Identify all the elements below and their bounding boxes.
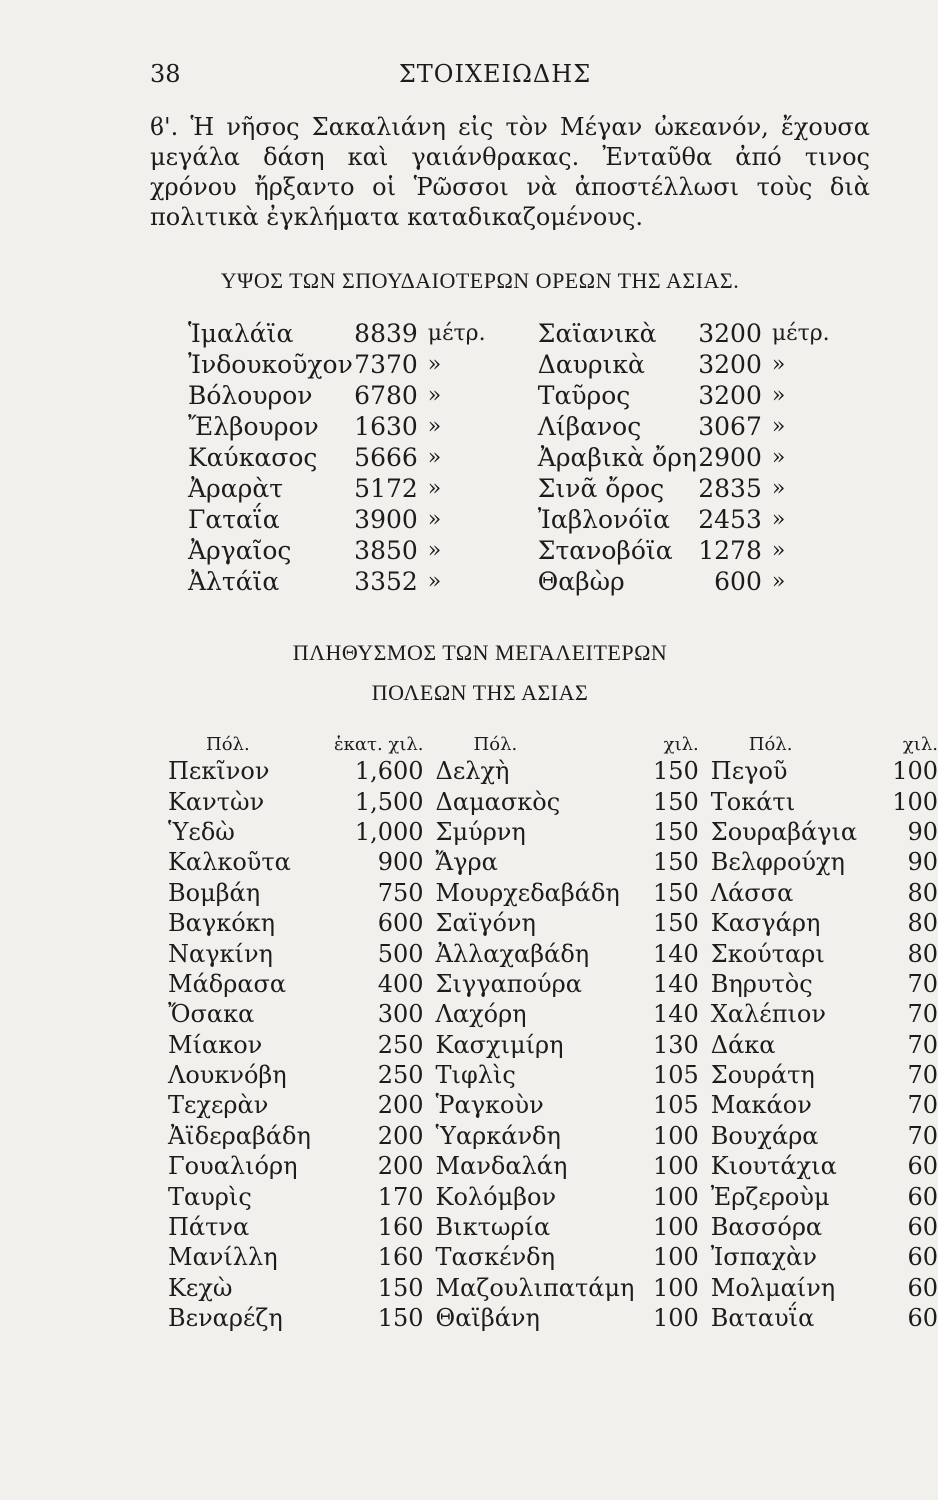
mountain-row xyxy=(188,411,882,442)
city-population: 1,600 xyxy=(354,757,424,786)
mountain-height: 3200 xyxy=(698,319,762,348)
mountain-height: 3200 xyxy=(698,381,762,410)
city-population: 400 xyxy=(377,969,424,998)
city-name: Ὄσακα xyxy=(168,1000,255,1029)
city-name: Κολόμβον xyxy=(435,1182,557,1211)
mountain-name: Θαβὼρ xyxy=(537,567,625,596)
city-name: Σιγγαπούρα xyxy=(435,969,582,998)
city-name: Λαχόρη xyxy=(435,1000,527,1029)
mountain-row xyxy=(188,504,882,535)
city-row xyxy=(168,1151,938,1181)
city-name: Μολμαίνη xyxy=(710,1273,836,1302)
city-name: Βασσόρα xyxy=(710,1213,823,1242)
city-population: 100 xyxy=(652,1304,699,1333)
mountain-height: 3200 xyxy=(698,350,762,379)
city-name: Θαϊβάνη xyxy=(435,1304,540,1333)
city-name: Κασχιμίρη xyxy=(435,1030,564,1059)
city-population: 200 xyxy=(377,1121,424,1150)
city-population: 100 xyxy=(652,1121,699,1150)
running-title: ΣΤΟΙΧΕΙΩΔΗΣ xyxy=(398,60,592,88)
city-row xyxy=(168,1212,938,1242)
city-population: 150 xyxy=(652,757,699,786)
mountain-name: Ἀραβικὰ ὄρη xyxy=(537,443,697,472)
mountain-row xyxy=(188,318,882,349)
cities-column-headers xyxy=(168,732,938,756)
city-name: Δάκα xyxy=(710,1030,776,1059)
cities-heading-line1: ΠΛΗΘΥΣΜΟΣ ΤΩΝ ΜΕΓΑΛΕΙΤΕΡΩΝ xyxy=(292,640,668,665)
city-name: Δελχὴ xyxy=(435,757,510,786)
city-population: 60 xyxy=(907,1182,938,1211)
city-name: Γουαλιόρη xyxy=(168,1152,298,1181)
city-population: 600 xyxy=(377,909,424,938)
column-header-population: χιλ. xyxy=(663,733,699,755)
city-name: Βεναρέζη xyxy=(168,1304,283,1333)
city-population: 80 xyxy=(907,878,938,907)
city-name: Σκούταρι xyxy=(710,939,825,968)
city-name: Κασγάρη xyxy=(710,909,821,938)
city-population: 100 xyxy=(652,1182,699,1211)
city-population: 150 xyxy=(652,817,699,846)
height-unit: μέτρ. xyxy=(427,321,486,346)
city-name: Χαλέπιον xyxy=(710,1000,826,1029)
city-name: Πεγοῦ xyxy=(710,757,788,786)
height-unit: » xyxy=(427,352,442,377)
city-row xyxy=(168,756,938,786)
city-population: 80 xyxy=(907,909,938,938)
height-unit: » xyxy=(771,507,786,532)
city-name: Σαϊγόνη xyxy=(435,909,536,938)
city-row xyxy=(168,1303,938,1333)
city-row xyxy=(168,999,938,1029)
city-population: 160 xyxy=(377,1213,424,1242)
city-population: 160 xyxy=(377,1243,424,1272)
height-unit: » xyxy=(771,383,786,408)
height-unit: » xyxy=(427,569,442,594)
city-name: Ὑαρκάνδη xyxy=(435,1121,561,1150)
mountain-row xyxy=(188,473,882,504)
city-name: Καντὼν xyxy=(168,787,265,816)
mountain-name: Ἀραρὰτ xyxy=(188,474,284,503)
cities-table xyxy=(168,732,938,1333)
city-population: 150 xyxy=(377,1273,424,1302)
mountain-height: 1278 xyxy=(698,536,762,565)
city-name: Ταυρὶς xyxy=(168,1182,252,1211)
city-name: Βαγκόκη xyxy=(168,909,276,938)
city-name: Μουρχεδαβάδη xyxy=(435,878,620,907)
city-name: Ἐρζεροὺμ xyxy=(710,1182,830,1211)
mountain-name: Ἀργαῖος xyxy=(188,536,292,565)
mountain-height: 1630 xyxy=(354,412,418,441)
city-name: Μακάον xyxy=(710,1091,812,1120)
city-population: 500 xyxy=(377,939,424,968)
mountain-height: 8839 xyxy=(354,319,418,348)
height-unit: » xyxy=(427,538,442,563)
city-row xyxy=(168,847,938,877)
column-header-population: ἑκατ. χιλ. xyxy=(333,733,424,755)
city-name: Πεκῖνον xyxy=(168,757,270,786)
city-name: Λάσσα xyxy=(710,878,794,907)
city-population: 60 xyxy=(907,1213,938,1242)
mountain-height: 5666 xyxy=(354,443,418,472)
city-name: Βικτωρία xyxy=(435,1213,551,1242)
city-population: 250 xyxy=(377,1030,424,1059)
mountain-height: 3067 xyxy=(698,412,762,441)
mountain-row xyxy=(188,535,882,566)
city-population: 1,500 xyxy=(354,787,424,816)
city-population: 150 xyxy=(652,878,699,907)
height-unit: » xyxy=(771,352,786,377)
city-name: Βουχάρα xyxy=(710,1121,819,1150)
mountain-height: 600 xyxy=(714,567,762,596)
city-population: 130 xyxy=(652,1030,699,1059)
city-population: 70 xyxy=(907,1000,938,1029)
city-population: 70 xyxy=(907,1030,938,1059)
city-name: Σουράτη xyxy=(710,1061,815,1090)
city-name: Ὑεδὼ xyxy=(168,817,235,846)
city-name: Βαταυΐα xyxy=(710,1304,815,1333)
city-population: 70 xyxy=(907,1091,938,1120)
city-row xyxy=(168,1090,938,1120)
city-row xyxy=(168,878,938,908)
city-population: 100 xyxy=(652,1273,699,1302)
city-name: Δαμασκὸς xyxy=(435,787,561,816)
cities-heading-line2: ΠΟΛΕΩΝ ΤΗΣ ΑΣΙΑΣ xyxy=(371,680,589,705)
mountain-height: 2900 xyxy=(698,443,762,472)
city-population: 170 xyxy=(377,1182,424,1211)
mountain-name: Γαταΐα xyxy=(188,505,280,534)
mountains-heading: ΥΨΟΣ ΤΩΝ ΣΠΟΥΔΑΙΟΤΕΡΩΝ ΟΡΕΩΝ ΤΗΣ ΑΣΙΑΣ. xyxy=(220,268,740,293)
city-population: 140 xyxy=(652,939,699,968)
city-population: 100 xyxy=(652,1243,699,1272)
mountain-name: Στανοβόϊα xyxy=(537,536,673,565)
city-row xyxy=(168,817,938,847)
mountain-height: 3900 xyxy=(354,505,418,534)
city-name: Ῥαγκοὺν xyxy=(435,1091,544,1120)
city-name: Ναγκίνη xyxy=(168,939,273,968)
height-unit: » xyxy=(771,476,786,501)
mountain-name: Ἰαβλονόϊα xyxy=(537,505,670,534)
height-unit: » xyxy=(771,414,786,439)
height-unit: » xyxy=(427,476,442,501)
city-row xyxy=(168,1181,938,1211)
city-name: Βομβάη xyxy=(168,878,261,907)
mountain-height: 3850 xyxy=(354,536,418,565)
height-unit: » xyxy=(427,383,442,408)
height-unit: » xyxy=(771,538,786,563)
city-name: Κεχὼ xyxy=(168,1273,233,1302)
city-population: 90 xyxy=(907,848,938,877)
page-number: 38 xyxy=(150,60,181,88)
mountain-height: 6780 xyxy=(354,381,418,410)
city-population: 140 xyxy=(652,969,699,998)
mountain-height: 3352 xyxy=(354,567,418,596)
city-name: Τοκάτι xyxy=(710,787,796,816)
height-unit: μέτρ. xyxy=(771,321,830,346)
city-name: Πάτνα xyxy=(168,1213,250,1242)
city-population: 80 xyxy=(907,939,938,968)
page-header xyxy=(150,60,840,100)
city-population: 150 xyxy=(652,909,699,938)
city-population: 300 xyxy=(377,1000,424,1029)
city-population: 150 xyxy=(377,1304,424,1333)
column-header-city: Πόλ. xyxy=(206,733,250,755)
city-row xyxy=(168,908,938,938)
city-name: Σμύρνη xyxy=(435,817,526,846)
city-name: Ἀϊδεραβάδη xyxy=(168,1121,311,1150)
city-name: Μανίλλη xyxy=(168,1243,278,1272)
city-population: 100 xyxy=(892,757,938,786)
city-population: 60 xyxy=(907,1304,938,1333)
city-population: 90 xyxy=(907,817,938,846)
city-name: Μάδρασα xyxy=(168,969,287,998)
city-population: 200 xyxy=(377,1091,424,1120)
mountain-row xyxy=(188,380,882,411)
mountain-height: 5172 xyxy=(354,474,418,503)
mountain-name: Σινᾶ ὄρος xyxy=(537,474,665,503)
city-population: 140 xyxy=(652,1000,699,1029)
height-unit: » xyxy=(771,445,786,470)
city-name: Μαζουλιπατάμη xyxy=(435,1273,635,1302)
mountain-name: Σαϊανικὰ xyxy=(537,319,657,348)
column-header-city: Πόλ. xyxy=(748,733,793,755)
mountain-height: 2453 xyxy=(698,505,762,534)
city-population: 100 xyxy=(652,1152,699,1181)
city-name: Τεχερὰν xyxy=(168,1091,269,1120)
city-name: Ἀλλαχαβάδη xyxy=(435,939,590,968)
height-unit: » xyxy=(427,507,442,532)
city-row xyxy=(168,938,938,968)
city-name: Τασκένδη xyxy=(435,1243,555,1272)
height-unit: » xyxy=(771,569,786,594)
column-header-city: Πόλ. xyxy=(473,733,518,755)
city-row xyxy=(168,1121,938,1151)
city-population: 100 xyxy=(892,787,938,816)
mountain-name: Ταῦρος xyxy=(537,381,631,410)
mountain-row xyxy=(188,566,882,597)
city-population: 900 xyxy=(377,848,424,877)
height-unit: » xyxy=(427,414,442,439)
city-population: 60 xyxy=(907,1152,938,1181)
mountain-name: Ἀλτάϊα xyxy=(188,567,280,596)
mountain-name: Καύκασος xyxy=(188,443,318,472)
mountain-row xyxy=(188,349,882,380)
mountain-height: 7370 xyxy=(354,350,418,379)
city-row xyxy=(168,1060,938,1090)
city-population: 60 xyxy=(907,1273,938,1302)
city-name: Λουκνόβη xyxy=(168,1061,287,1090)
city-name: Κιουτάχια xyxy=(710,1152,837,1181)
city-population: 70 xyxy=(907,969,938,998)
mountain-name: Ἱμαλάϊα xyxy=(188,319,294,348)
mountain-name: Ἔλβουρον xyxy=(188,412,319,441)
city-population: 60 xyxy=(907,1243,938,1272)
city-name: Ἄγρα xyxy=(435,848,498,877)
city-row xyxy=(168,1273,938,1303)
mountain-name: Δαυρικὰ xyxy=(537,350,645,379)
mountain-row xyxy=(188,442,882,473)
body-paragraph: ϐ'. Ἡ νῆσος Σακαλιάνη εἰς τὸν Μέγαν ὠκεανόν, ἔχουσα μεγάλα δάση καὶ γαιάνθρακας. Ἐνταῦθα ἀπό τινος χρόνου ἤρξαντο οἱ Ῥῶσσοι νὰ ἀποστέλλωσι τοὺς διὰ πολιτικὰ ἐγκλήματα καταδικαζομένους. xyxy=(150,113,870,231)
city-population: 250 xyxy=(377,1061,424,1090)
city-name: Βελφρούχη xyxy=(710,848,845,877)
city-name: Τιφλὶς xyxy=(435,1061,516,1090)
city-name: Ἰσπαχὰν xyxy=(710,1243,817,1272)
city-name: Σουραβάγια xyxy=(710,817,858,846)
city-row xyxy=(168,1242,938,1272)
city-name: Καλκοῦτα xyxy=(168,848,291,877)
city-population: 150 xyxy=(652,787,699,816)
city-population: 100 xyxy=(652,1213,699,1242)
city-row xyxy=(168,1030,938,1060)
mountain-height: 2835 xyxy=(698,474,762,503)
mountain-name: Ἰνδουκοῦχον xyxy=(188,350,353,379)
city-row xyxy=(168,969,938,999)
city-name: Βηρυτὸς xyxy=(710,969,813,998)
column-header-population: χιλ. xyxy=(902,733,938,755)
city-population: 70 xyxy=(907,1121,938,1150)
city-row xyxy=(168,786,938,816)
mountain-name: Λίβανος xyxy=(537,412,642,441)
mountains-table xyxy=(188,318,882,597)
city-population: 150 xyxy=(652,848,699,877)
city-population: 105 xyxy=(652,1061,699,1090)
height-unit: » xyxy=(427,445,442,470)
city-population: 70 xyxy=(907,1061,938,1090)
city-population: 105 xyxy=(652,1091,699,1120)
mountain-name: Βόλουρον xyxy=(188,381,313,410)
city-name: Μανδαλάη xyxy=(435,1152,568,1181)
city-name: Μίακον xyxy=(168,1030,263,1059)
city-population: 200 xyxy=(377,1152,424,1181)
city-population: 1,000 xyxy=(354,817,424,846)
city-population: 750 xyxy=(377,878,424,907)
